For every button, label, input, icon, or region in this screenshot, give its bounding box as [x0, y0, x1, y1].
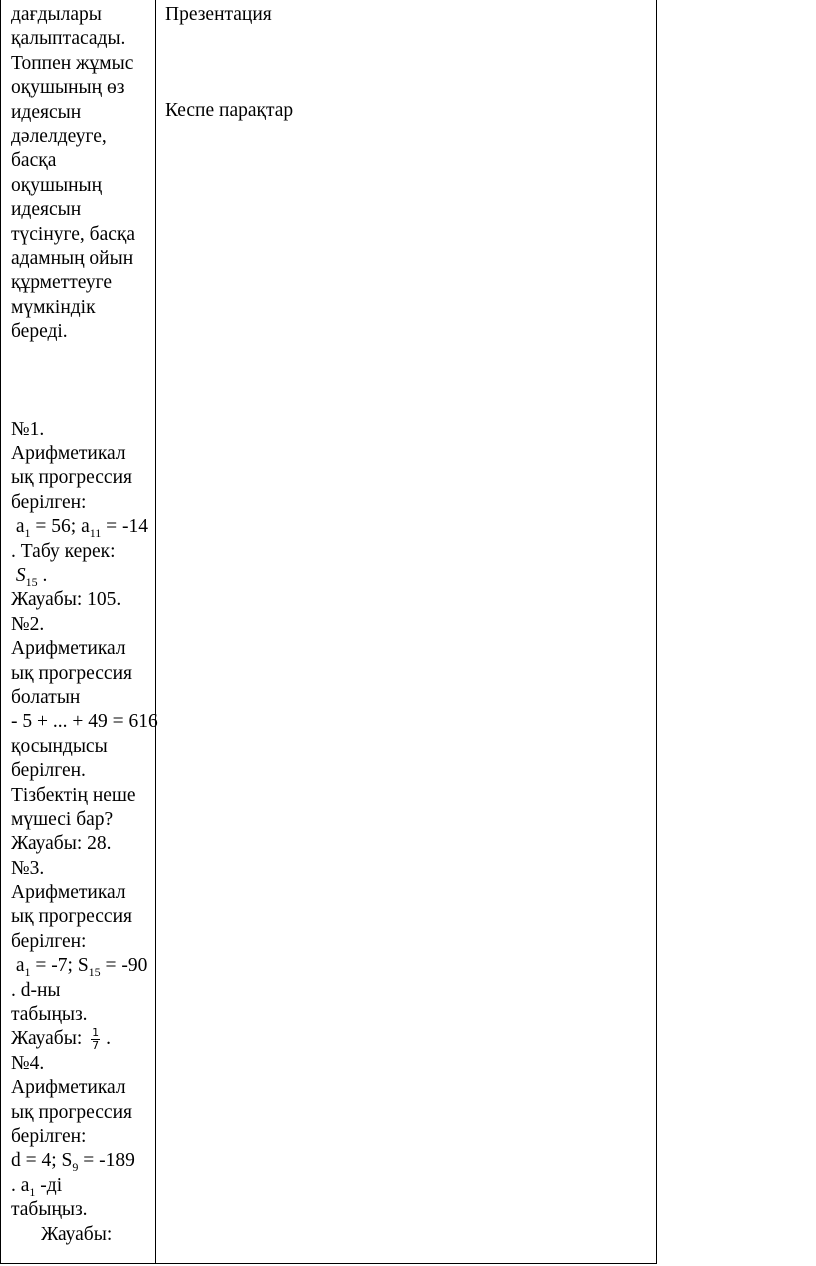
intro-line: мүмкіндік: [11, 296, 96, 318]
task-answer: Жауабы: 105.: [11, 589, 122, 611]
task-text: Арифметикал: [11, 882, 126, 904]
task-3: [11, 857, 171, 1052]
intro-line: дағдылары: [11, 4, 102, 25]
task-text: қосындысы: [11, 735, 108, 757]
intro-line: дәлелдеуге,: [11, 125, 107, 147]
task-formula: $a_1 = -7$; $S_{15} = -90$: [15, 955, 148, 980]
task-answer: Жауабы: $\frac{1}{7}$ .: [11, 1026, 111, 1053]
fraction: $\frac{1}{7}$: [92, 1026, 100, 1053]
task-number: №3.: [11, 857, 45, 879]
task-number: №2.: [11, 613, 45, 635]
task-answer: Жауабы:: [41, 1223, 113, 1245]
resource-item: Кеспе парақтар: [165, 100, 294, 121]
task-text: табыңыз.: [11, 1004, 88, 1026]
task-formula: $a_1 = 56$; $a_{11} = -14$: [15, 516, 149, 541]
task-text: Арифметикал: [11, 1077, 126, 1099]
task-text: . d-ны: [11, 979, 61, 1001]
task-2: [11, 613, 171, 857]
task-text: берілген:: [11, 491, 87, 513]
task-text: болатын: [11, 686, 81, 708]
task-4: [11, 1052, 171, 1247]
table-border-right: [656, 0, 657, 1264]
intro-line: Топпен жұмыс: [11, 52, 134, 74]
activities-column: [11, 3, 171, 1247]
task-text: ық прогрессия: [11, 467, 132, 489]
task-number: №4.: [11, 1052, 45, 1074]
task-formula: $S_{15}$ .: [15, 564, 48, 589]
task-text: мүшесі бар?: [11, 808, 114, 830]
intro-line: оқушының: [11, 174, 103, 196]
task-1: [11, 418, 171, 613]
intro-line: құрметтеуге: [11, 272, 113, 294]
intro-line: адамның ойын: [11, 247, 134, 269]
task-text: берілген:: [11, 1125, 87, 1147]
intro-line: оқушының өз: [11, 77, 125, 99]
task-text: Тізбектің неше: [11, 784, 136, 806]
table-border-left: [0, 0, 1, 1264]
task-text: табыңыз.: [11, 1199, 88, 1221]
task-text: ық прогрессия: [11, 1101, 132, 1123]
resource-item: Презентация: [165, 4, 272, 25]
task-text: Арифметикал: [11, 638, 126, 660]
intro-line: идеясын: [11, 101, 82, 123]
task-text: . Табу керек:: [11, 540, 116, 562]
intro-line: идеясын: [11, 199, 82, 221]
task-formula: - 5 + ... + 49 = 616: [11, 711, 158, 733]
intro-line: береді.: [11, 321, 68, 343]
task-text: Арифметикал: [11, 443, 126, 465]
task-answer: Жауабы: 28.: [11, 833, 112, 855]
intro-line: түсінуге, басқа: [11, 223, 136, 245]
intro-line: басқа: [11, 150, 57, 172]
task-formula: d = 4; $S_9 = -189$: [11, 1150, 135, 1175]
task-number: №1.: [11, 418, 45, 440]
task-text: берілген:: [11, 930, 87, 952]
task-text: ық прогрессия: [11, 906, 132, 928]
table-border-bottom: [0, 1263, 657, 1264]
intro-line: қалыптасады.: [11, 28, 126, 50]
task-formula: . $a_1$ -ді: [11, 1174, 63, 1199]
intro-text: [11, 3, 171, 344]
task-text: ық прогрессия: [11, 662, 132, 684]
task-text: берілген.: [11, 760, 86, 782]
